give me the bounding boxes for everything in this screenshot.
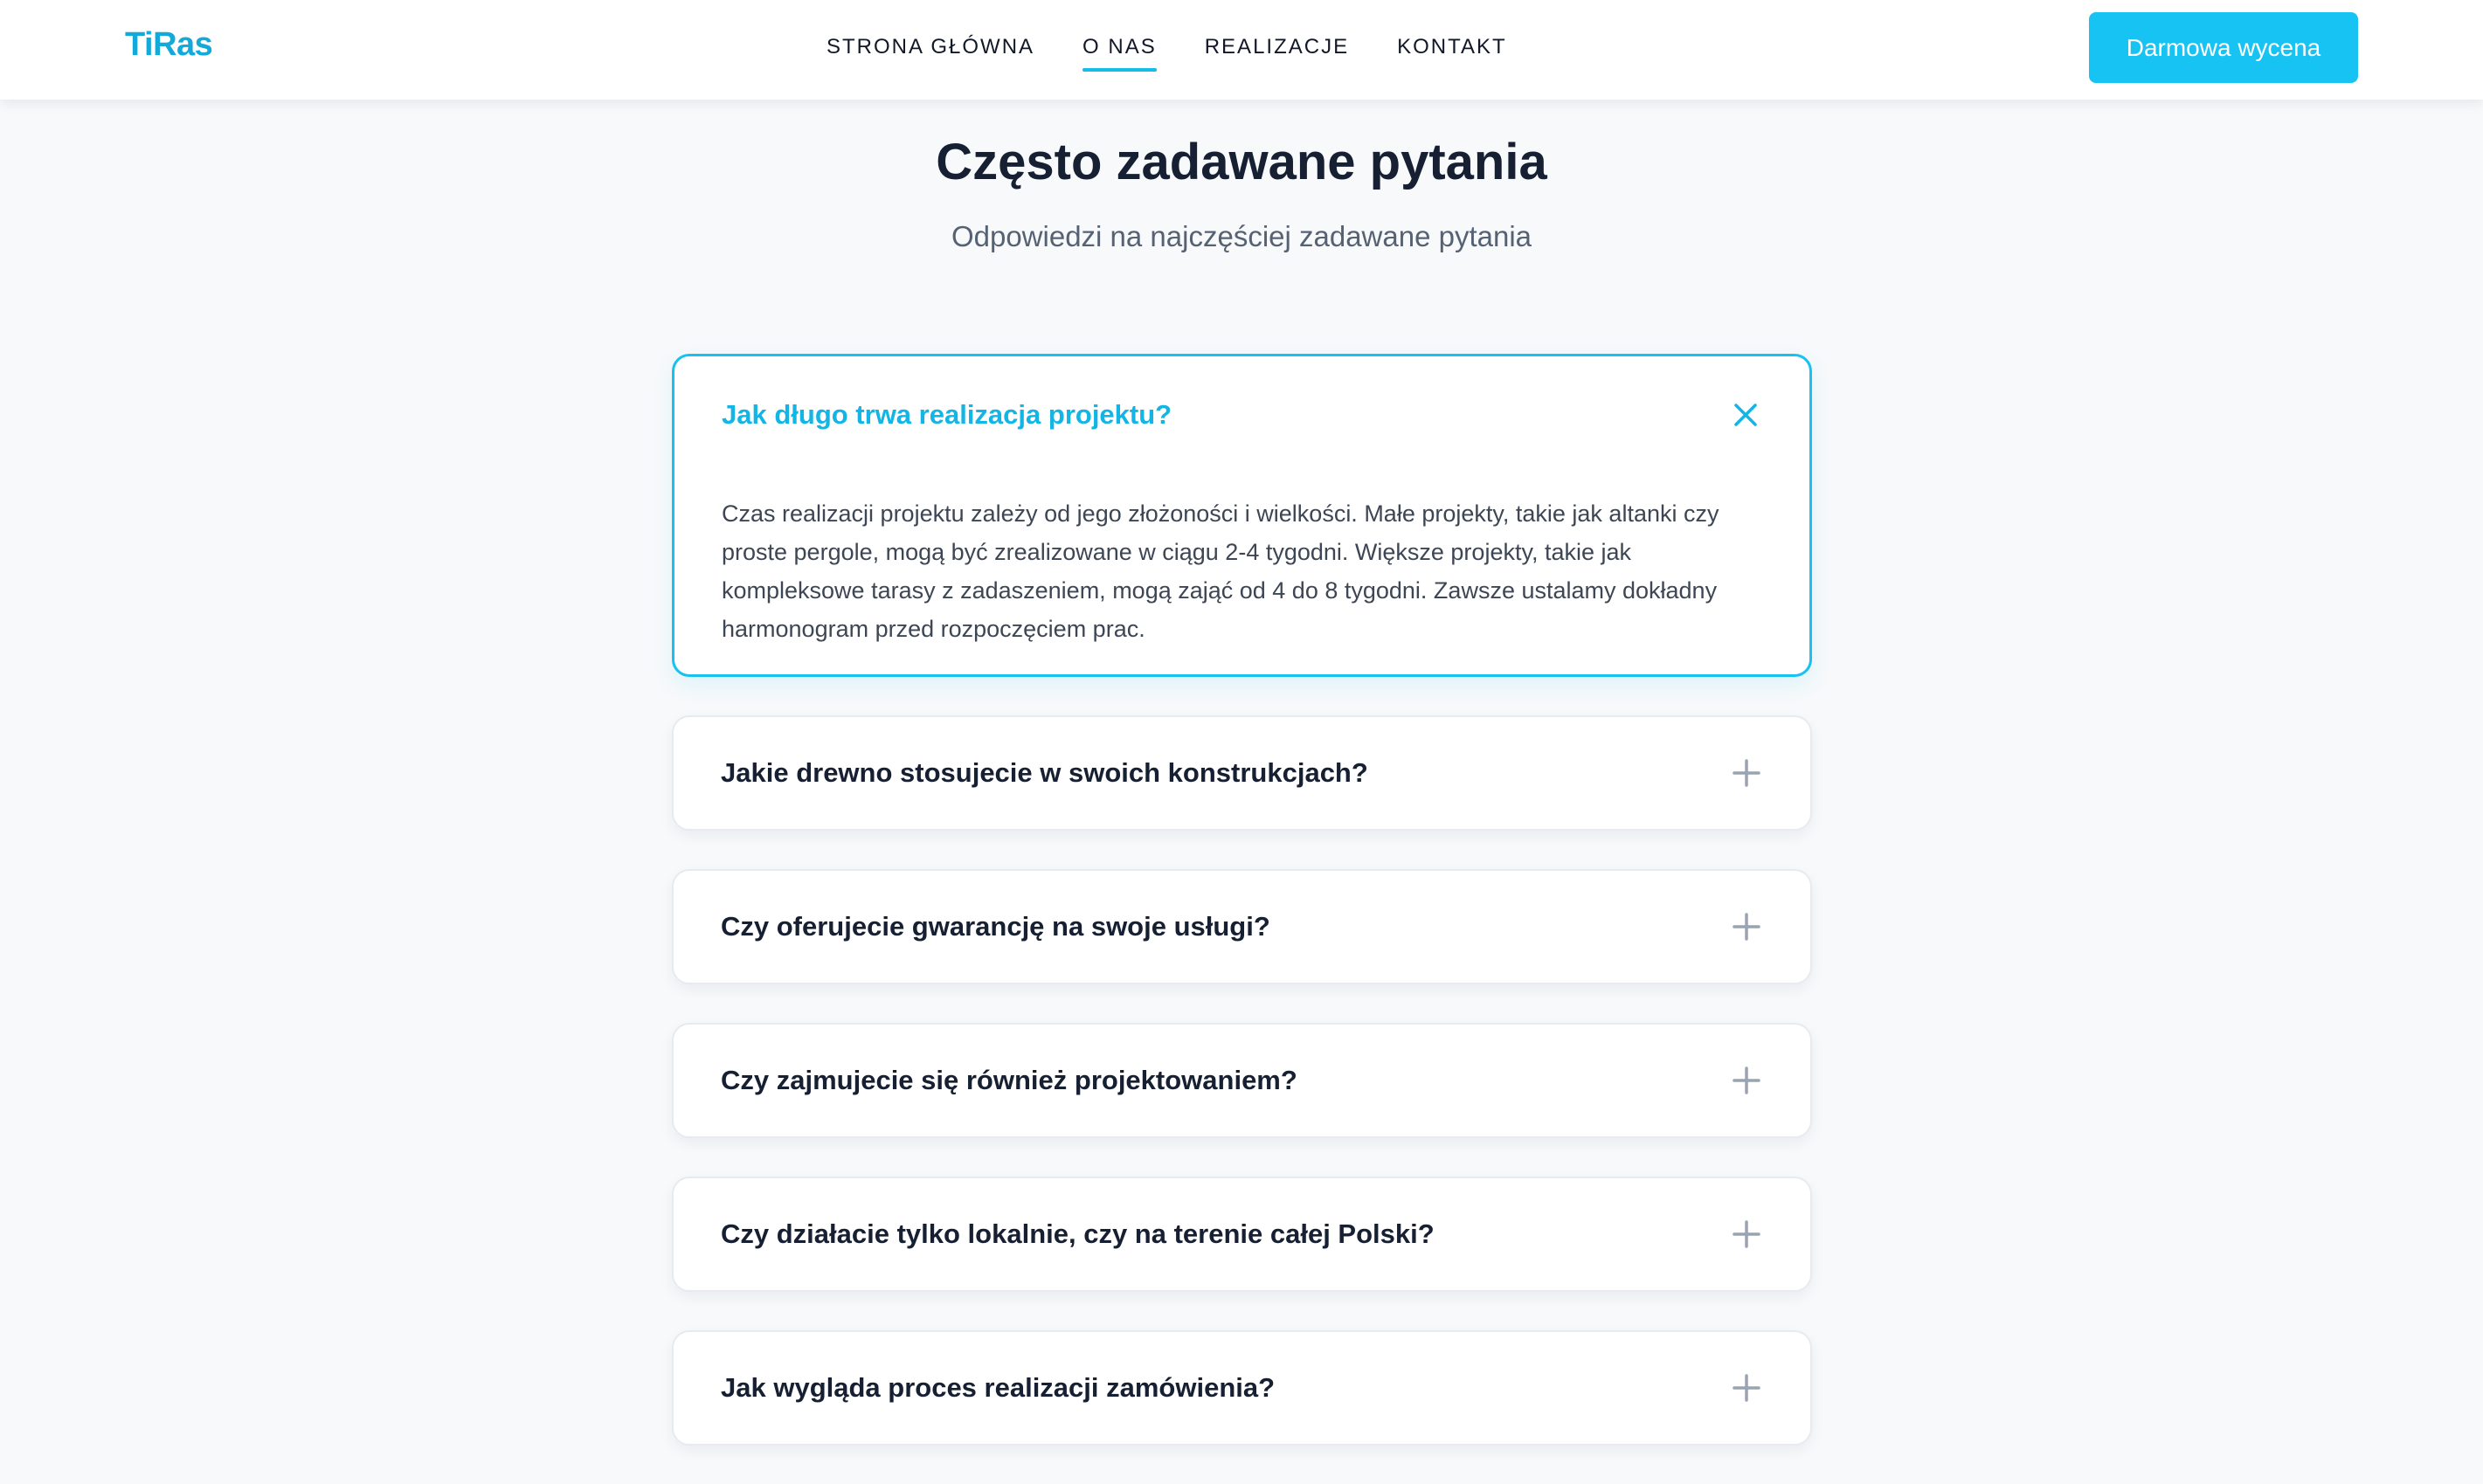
faq-question-toggle[interactable]	[674, 1332, 1810, 1444]
plus-icon[interactable]	[1728, 1216, 1765, 1253]
plus-icon[interactable]	[1728, 908, 1765, 945]
free-quote-button[interactable]: Darmowa wycena	[2089, 12, 2358, 83]
faq-item-wood-types	[672, 715, 1812, 831]
nav-realizacje[interactable]: REALIZACJE	[1204, 35, 1350, 59]
plus-icon[interactable]	[1728, 1062, 1765, 1099]
faq-question-toggle[interactable]	[674, 717, 1810, 829]
faq-question-toggle[interactable]	[674, 356, 1809, 473]
close-icon[interactable]	[1727, 397, 1764, 433]
faq-question-toggle[interactable]	[674, 1025, 1810, 1136]
faq-item-service-area	[672, 1177, 1812, 1292]
faq-question-toggle[interactable]	[674, 871, 1810, 983]
faq-item-warranty	[672, 869, 1812, 984]
nav-strona-glowna[interactable]: STRONA GŁÓWNA	[827, 35, 1035, 59]
faq-question-text: Jak długo trwa realizacja projektu?	[722, 399, 1172, 430]
faq-question-toggle[interactable]	[674, 1178, 1810, 1290]
faq-item-order-process	[672, 1330, 1812, 1446]
faq-question-text: Jakie drewno stosujecie w swoich konstrukcjach?	[721, 757, 1368, 788]
page-subtitle: Odpowiedzi na najczęściej zadawane pytania	[951, 220, 1532, 252]
plus-icon[interactable]	[1728, 1370, 1765, 1406]
site-header	[0, 0, 2483, 100]
faq-question-text: Jak wygląda proces realizacji zamówienia?	[721, 1372, 1276, 1403]
page-title: Często zadawane pytania	[936, 134, 1547, 190]
main-navigation	[827, 35, 1555, 72]
faq-list	[672, 354, 1812, 1484]
logo[interactable]: TiRas	[125, 26, 213, 63]
faq-question-text: Czy działacie tylko lokalnie, czy na terenie całej Polski?	[721, 1218, 1435, 1249]
nav-kontakt[interactable]: KONTAKT	[1397, 35, 1507, 59]
faq-question-text: Czy oferujecie gwarancję na swoje usługi?	[721, 911, 1270, 942]
faq-item-project-duration	[672, 354, 1812, 677]
faq-question-text: Czy zajmujecie się również projektowaniem?	[721, 1065, 1297, 1095]
faq-item-design	[672, 1023, 1812, 1138]
plus-icon[interactable]	[1728, 755, 1765, 791]
faq-answer: Czas realizacji projektu zależy od jego złożoności i wielkości. Małe projekty, takie jak altanki czy proste pergole, mogą być zrealizowane w ciągu 2-4 tygodni. Większe projekty, takie jak kompleksowe tarasy z zadaszeniem, mogą zająć od 4 do 8 tygodni. Zawsze ustalamy dokładny harmonogram przed rozpoczęciem prac.	[722, 500, 1719, 642]
nav-o-nas[interactable]: O NAS	[1082, 35, 1157, 72]
